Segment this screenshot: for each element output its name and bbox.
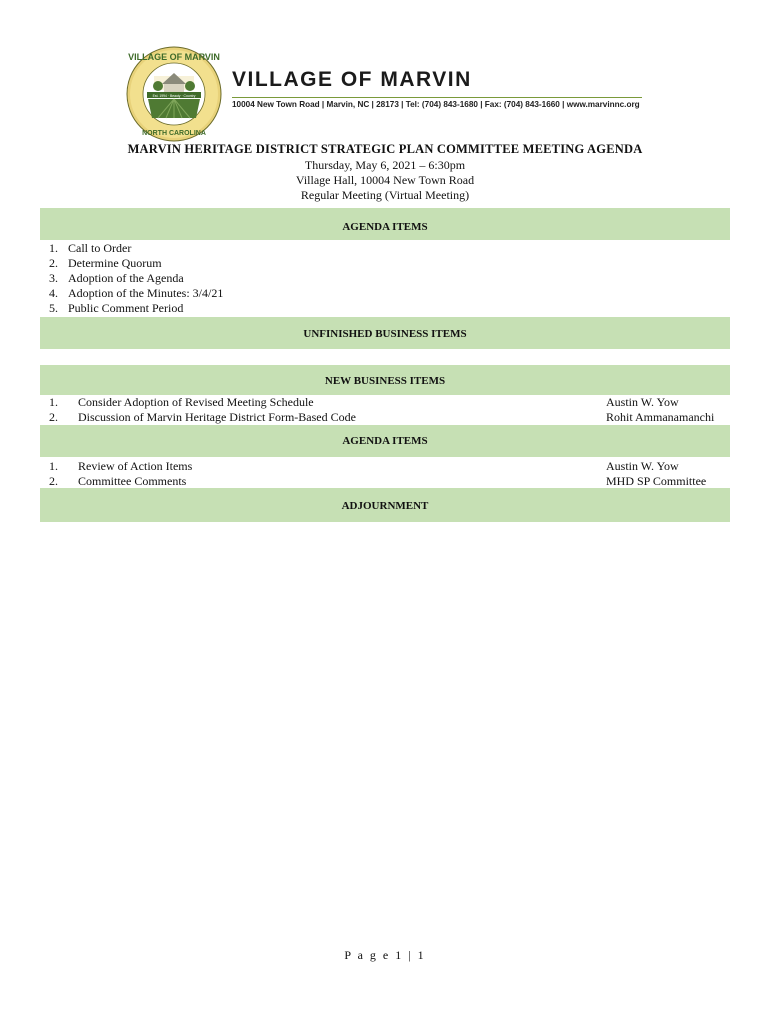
section-label: UNFINISHED BUSINESS ITEMS xyxy=(303,328,467,340)
list-item-text: Adoption of the Agenda xyxy=(68,271,184,285)
address-line: 10004 New Town Road | Marvin, NC | 28173 | Tel: (704) 843-1680 | Fax: (704) 843-1660 | www.marvinnc.org xyxy=(232,100,640,109)
page-number: P a g e 1 | 1 xyxy=(344,948,426,962)
section-label: ADJOURNMENT xyxy=(341,500,429,512)
list-item-presenter: MHD SP Committee xyxy=(606,474,707,488)
section-band-unfinished-business xyxy=(40,317,730,349)
meeting-location: Village Hall, 10004 New Town Road xyxy=(295,173,475,187)
header-rule xyxy=(232,97,642,98)
village-title: VILLAGE OF MARVIN xyxy=(232,68,472,91)
list-item-text: Public Comment Period xyxy=(68,301,184,315)
section-band-agenda-items-2 xyxy=(40,425,730,457)
list-item-text: Determine Quorum xyxy=(68,256,162,270)
meeting-type: Regular Meeting (Virtual Meeting) xyxy=(300,188,470,202)
list-item-presenter: Austin W. Yow xyxy=(606,395,679,409)
seal-top-text: VILLAGE OF MARVIN xyxy=(128,52,220,62)
list-item-presenter: Rohit Ammanamanchi xyxy=(606,410,715,424)
list-item-text: Adoption of the Minutes: 3/4/21 xyxy=(68,286,224,300)
section-label: NEW BUSINESS ITEMS xyxy=(324,375,446,387)
list-item-presenter: Austin W. Yow xyxy=(606,459,679,473)
section-label: AGENDA ITEMS xyxy=(342,435,428,447)
seal-bottom-text: NORTH CAROLINA xyxy=(142,130,206,137)
list-item-text: Discussion of Marvin Heritage District Form-Based Code xyxy=(78,410,356,424)
list-item-text: Committee Comments xyxy=(78,474,187,488)
section-band-new-business xyxy=(40,365,730,395)
section-band-adjournment xyxy=(40,488,730,522)
section-label: AGENDA ITEMS xyxy=(342,221,428,233)
list-item-text: Review of Action Items xyxy=(78,459,193,473)
agenda-title: MARVIN HERITAGE DISTRICT STRATEGIC PLAN COMMITTEE MEETING AGENDA xyxy=(127,142,643,156)
village-seal-logo xyxy=(126,46,222,142)
list-item-text: Consider Adoption of Revised Meeting Schedule xyxy=(78,395,314,409)
section-band-agenda-items xyxy=(40,208,730,240)
meeting-date: Thursday, May 6, 2021 – 6:30pm xyxy=(304,158,466,172)
list-item-text: Call to Order xyxy=(68,241,132,255)
letterhead xyxy=(0,40,770,150)
seal-banner-text: Est. 1994 · Beauty · Country xyxy=(152,94,196,98)
